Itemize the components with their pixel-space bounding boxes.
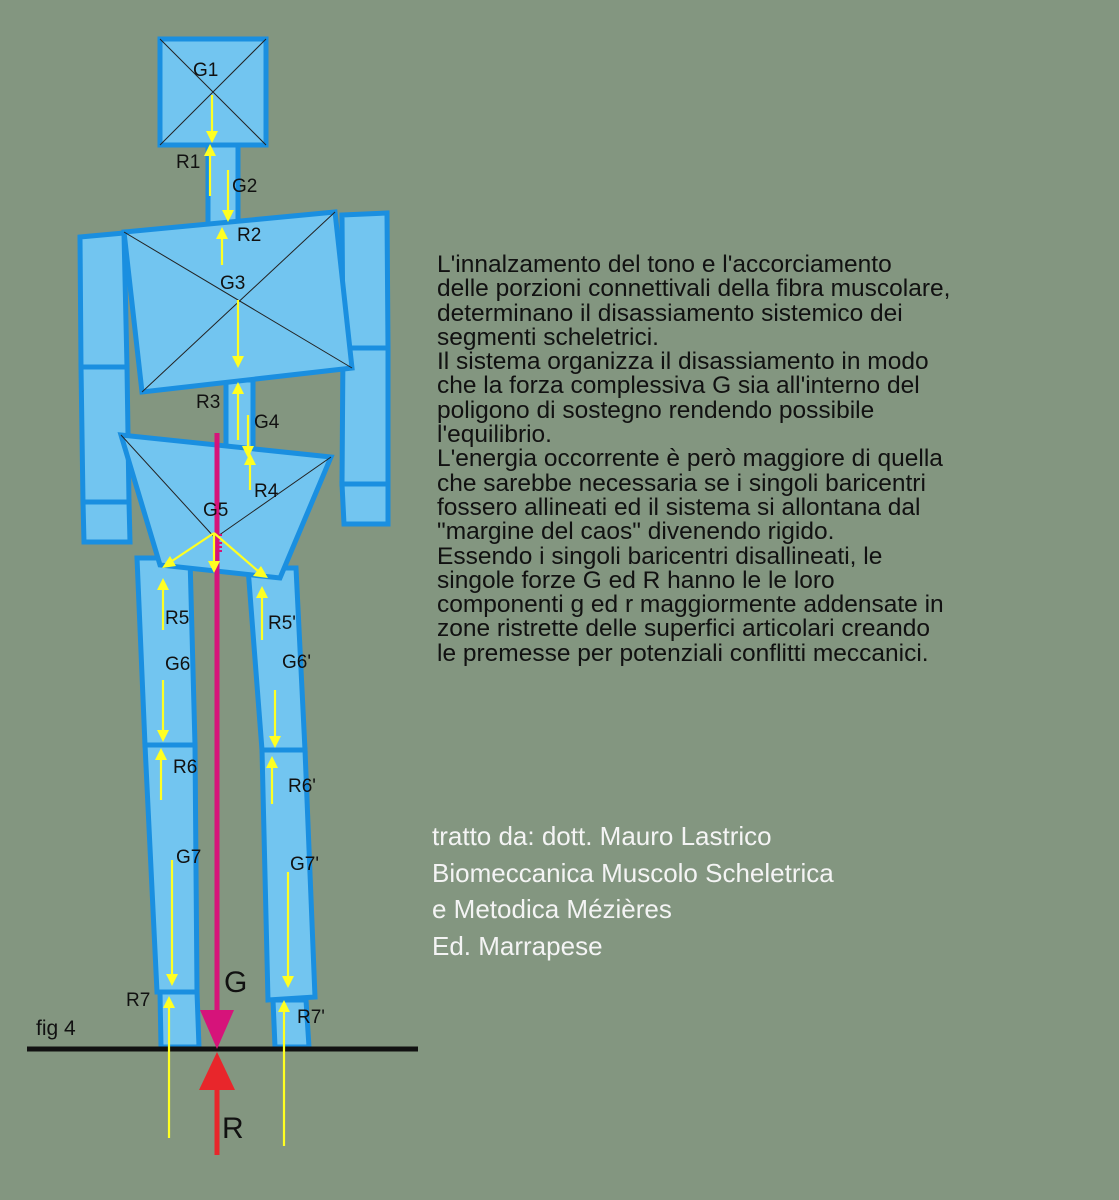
left-upper-arm <box>80 233 127 367</box>
label-total-weight: G <box>224 966 248 999</box>
label-r7-prime: R7' <box>297 1007 325 1028</box>
description-line: fossero allineati ed il sistema si allontana dal <box>437 493 921 521</box>
description-line: "margine del caos" divenendo rigido. <box>437 518 835 546</box>
label-g1: G1 <box>193 60 219 81</box>
total-weight-arrowhead <box>200 1010 234 1049</box>
description-line: Il sistema organizza il disassiamento in modo <box>437 348 929 376</box>
description-line: componenti g ed r maggiormente addensate in <box>437 591 944 619</box>
label-g3: G3 <box>220 273 246 294</box>
description-line: determinano il disassiamento sistemico dei <box>437 299 903 327</box>
credit-line: Ed. Marrapese <box>432 930 603 961</box>
description-line: Essendo i singoli baricentri disallineati, le <box>437 542 883 570</box>
description-text <box>437 253 1107 666</box>
description-line: zone ristrette delle superfici articolari creando <box>437 615 930 643</box>
label-g5: G5 <box>203 500 229 521</box>
label-r5-prime: R5' <box>268 613 296 634</box>
label-r5: R5 <box>165 608 190 629</box>
description-line: L'energia occorrente è però maggiore di quella <box>437 445 943 473</box>
label-g6-prime: G6' <box>282 652 311 673</box>
ground-reaction-arrowhead <box>199 1052 235 1090</box>
label-g7: G7 <box>176 847 202 868</box>
description-line: che la forza complessiva G sia all'interno del <box>437 372 920 400</box>
left-hand <box>83 502 130 542</box>
source-credit <box>432 818 1032 964</box>
label-r6: R6 <box>173 757 198 778</box>
label-r3: R3 <box>196 392 221 413</box>
description-line: segmenti scheletrici. <box>437 323 659 351</box>
label-r4: R4 <box>254 481 279 502</box>
left-foot <box>160 992 199 1047</box>
label-r2: R2 <box>237 225 262 246</box>
credit-line: Biomeccanica Muscolo Scheletrica <box>432 857 834 888</box>
figure-label: fig 4 <box>36 1017 76 1040</box>
label-r1: R1 <box>176 152 201 173</box>
right-hand <box>342 484 388 524</box>
label-g2: G2 <box>232 176 258 197</box>
label-g7-prime: G7' <box>290 854 319 875</box>
label-r7: R7 <box>126 990 151 1011</box>
description-line: che sarebbe necessaria se i singoli baricentri <box>437 469 926 497</box>
description-line: L'innalzamento del tono e l'accorciamento <box>437 251 892 278</box>
label-r6-prime: R6' <box>288 776 316 797</box>
label-g4: G4 <box>254 412 280 433</box>
label-g6: G6 <box>165 654 191 675</box>
credit-line: e Metodica Mézières <box>432 894 672 924</box>
description-line: singole forze G ed R hanno le le loro <box>437 566 835 594</box>
label-ground-reaction: R <box>222 1112 244 1145</box>
credit-line: tratto da: dott. Mauro Lastrico <box>432 821 772 851</box>
description-line: l'equilibrio. <box>437 421 552 449</box>
description-line: poligono di sostegno rendendo possibile <box>437 396 875 424</box>
description-line: delle porzioni connettivali della fibra muscolare, <box>437 275 951 303</box>
description-line: le premesse per potenziali conflitti meccanici. <box>437 639 929 667</box>
